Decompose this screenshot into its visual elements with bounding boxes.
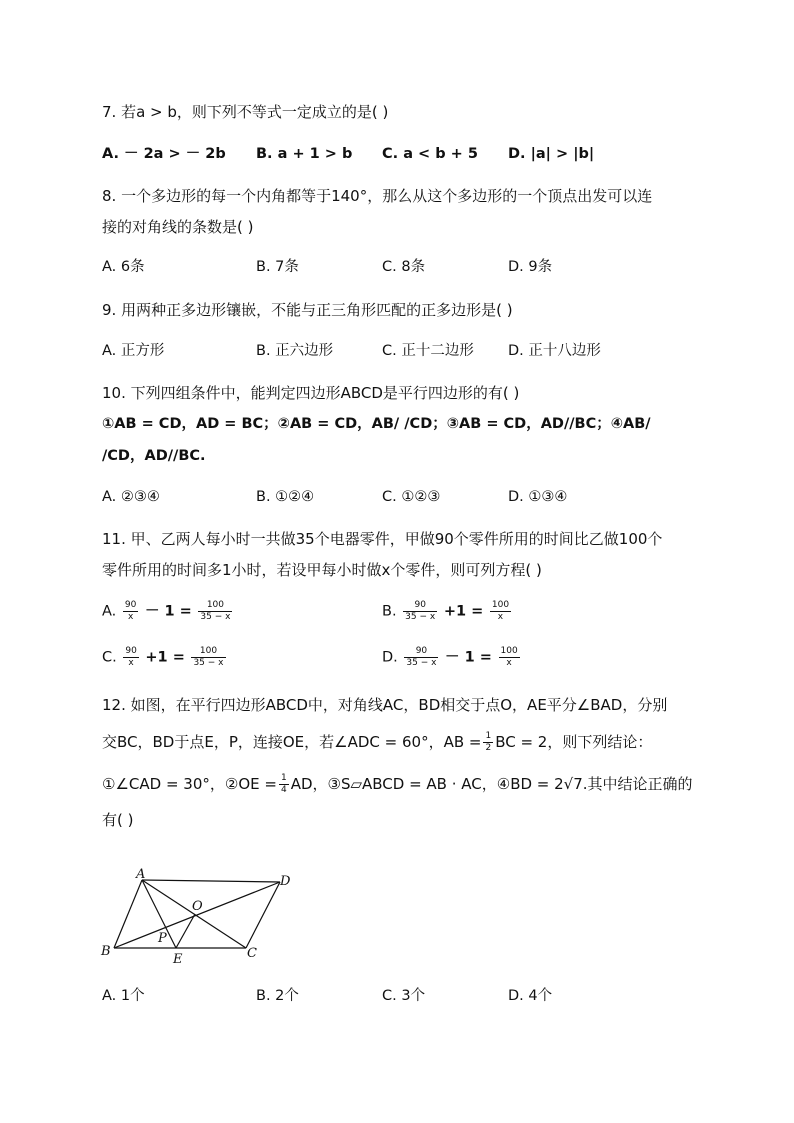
operator: － 1 = <box>144 603 192 620</box>
side-dc <box>246 882 280 948</box>
q10-option-c: C. ①②③ <box>382 489 441 505</box>
q12-stem-line3 <box>102 773 693 796</box>
q9-option-b: B. 正六边形 <box>256 343 334 359</box>
q8-option-c: C. 8条 <box>382 259 426 275</box>
side-ab <box>114 880 142 948</box>
q10-conditions-line2: /CD，AD//BC. <box>102 448 206 464</box>
fraction <box>403 600 437 623</box>
numerator: 100 <box>191 646 225 658</box>
fraction <box>490 600 511 623</box>
fraction <box>191 646 225 669</box>
q11-option-b-label: B. <box>382 603 397 620</box>
q10-option-d: D. ①③④ <box>508 489 568 505</box>
q7-option-d: D. |a| > |b| <box>508 146 595 162</box>
q10-option-a: A. ②③④ <box>102 489 160 505</box>
denominator: x <box>497 612 504 622</box>
denominator: x <box>127 612 134 622</box>
numerator: 90 <box>403 600 437 612</box>
q12-line3-text: ①∠CAD = 30°，②OE = <box>102 775 277 793</box>
q8-option-d: D. 9条 <box>508 259 553 275</box>
q12-stem-line1: 12. 如图，在平行四边形ABCD中，对角线AC，BD相交于点O，AE平分∠BAD，分别 <box>102 696 668 714</box>
q11-option-d <box>382 646 522 669</box>
q9-stem: 9. 用两种正多边形镶嵌，不能与正三角形匹配的正多边形是( ) <box>102 301 513 319</box>
numerator: 100 <box>198 600 232 612</box>
label-a: A <box>136 867 146 882</box>
q11-option-d-label: D. <box>382 649 398 666</box>
label-b: B <box>101 944 111 959</box>
operator: +1 = <box>443 603 484 620</box>
q9-option-a: A. 正方形 <box>102 343 165 359</box>
q10-stem: 10. 下列四组条件中，能判定四边形ABCD是平行四边形的有( ) <box>102 384 520 402</box>
q11-stem-line1: 11. 甲、乙两人每小时一共做35个电器零件，甲做90个零件所用的时间比乙做100个 <box>102 530 663 548</box>
q12-line2-text-end: BC = 2，则下列结论： <box>495 733 653 751</box>
denominator: 4 <box>280 785 287 795</box>
numerator: 100 <box>500 646 518 656</box>
q12-option-a: A. 1个 <box>102 988 145 1004</box>
q11-option-b <box>382 600 513 623</box>
q11-option-c-label: C. <box>102 649 117 666</box>
q8-stem-line2: 接的对角线的条数是( ) <box>102 218 254 236</box>
denominator: x <box>506 658 512 668</box>
q9-option-d: D. 正十八边形 <box>508 343 601 359</box>
q10-option-b: B. ①②④ <box>256 489 315 505</box>
denominator: 35 − x <box>193 658 224 668</box>
fraction <box>499 646 520 669</box>
label-e: E <box>173 952 183 967</box>
numerator: 100 <box>491 600 510 610</box>
denominator: x <box>128 658 134 668</box>
q7-option-a: A. － 2a > － 2b <box>102 146 226 162</box>
operator: － 1 = <box>445 649 492 666</box>
numerator: 1 <box>280 773 287 783</box>
parallelogram-figure <box>96 864 316 974</box>
label-o: O <box>192 899 203 914</box>
fraction <box>404 646 438 669</box>
fraction <box>123 646 138 669</box>
q10-conditions-line1: ①AB = CD，AD = BC；②AB = CD，AB/ /CD；③AB = CD，AD//BC；④AB/ <box>102 416 651 432</box>
q7-option-c: C. a < b + 5 <box>382 146 478 162</box>
operator: +1 = <box>145 649 185 666</box>
q7-stem: 7. 若a > b，则下列不等式一定成立的是( ) <box>102 103 389 121</box>
side-ad <box>142 880 280 882</box>
q11-option-a <box>102 600 234 623</box>
numerator: 1 <box>485 731 492 741</box>
q12-option-c: C. 3个 <box>382 988 426 1004</box>
q12-line2-text: 交BC，BD于点E，P，连接OE，若∠ADC = 60°，AB = <box>102 733 482 751</box>
q12-stem-line4: 有( ) <box>102 811 134 829</box>
q12-stem-line2 <box>102 731 652 754</box>
label-p: P <box>158 931 167 946</box>
q8-option-a: A. 6条 <box>102 259 145 275</box>
q11-option-a-label: A. <box>102 603 117 620</box>
q12-option-d: D. 4个 <box>508 988 553 1004</box>
fraction <box>123 600 138 623</box>
q8-stem-line1: 8. 一个多边形的每一个内角都等于140°，那么从这个多边形的一个顶点出发可以连 <box>102 187 653 205</box>
q11-option-c <box>102 646 228 669</box>
diagonal-bd <box>114 882 280 948</box>
label-c: C <box>247 946 257 961</box>
denominator: 35 − x <box>406 658 437 668</box>
denominator: 35 − x <box>405 612 436 622</box>
q11-stem-line2: 零件所用的时间多1小时，若设甲每小时做x个零件，则可列方程( ) <box>102 561 542 579</box>
q7-option-b: B. a + 1 > b <box>256 146 353 162</box>
q12-option-b: B. 2个 <box>256 988 299 1004</box>
fraction <box>198 600 232 623</box>
denominator: 2 <box>485 743 492 753</box>
q12-line3-text-end: AD，③S▱ABCD = AB · AC，④BD = 2√7.其中结论正确的 <box>290 775 693 793</box>
label-d: D <box>280 874 291 889</box>
denominator: 35 − x <box>200 612 231 622</box>
q8-option-b: B. 7条 <box>256 259 299 275</box>
fraction <box>279 773 289 796</box>
numerator: 90 <box>124 600 137 610</box>
numerator: 90 <box>125 646 137 656</box>
q9-option-c: C. 正十二边形 <box>382 343 474 359</box>
numerator: 90 <box>404 646 438 658</box>
fraction <box>483 731 493 754</box>
